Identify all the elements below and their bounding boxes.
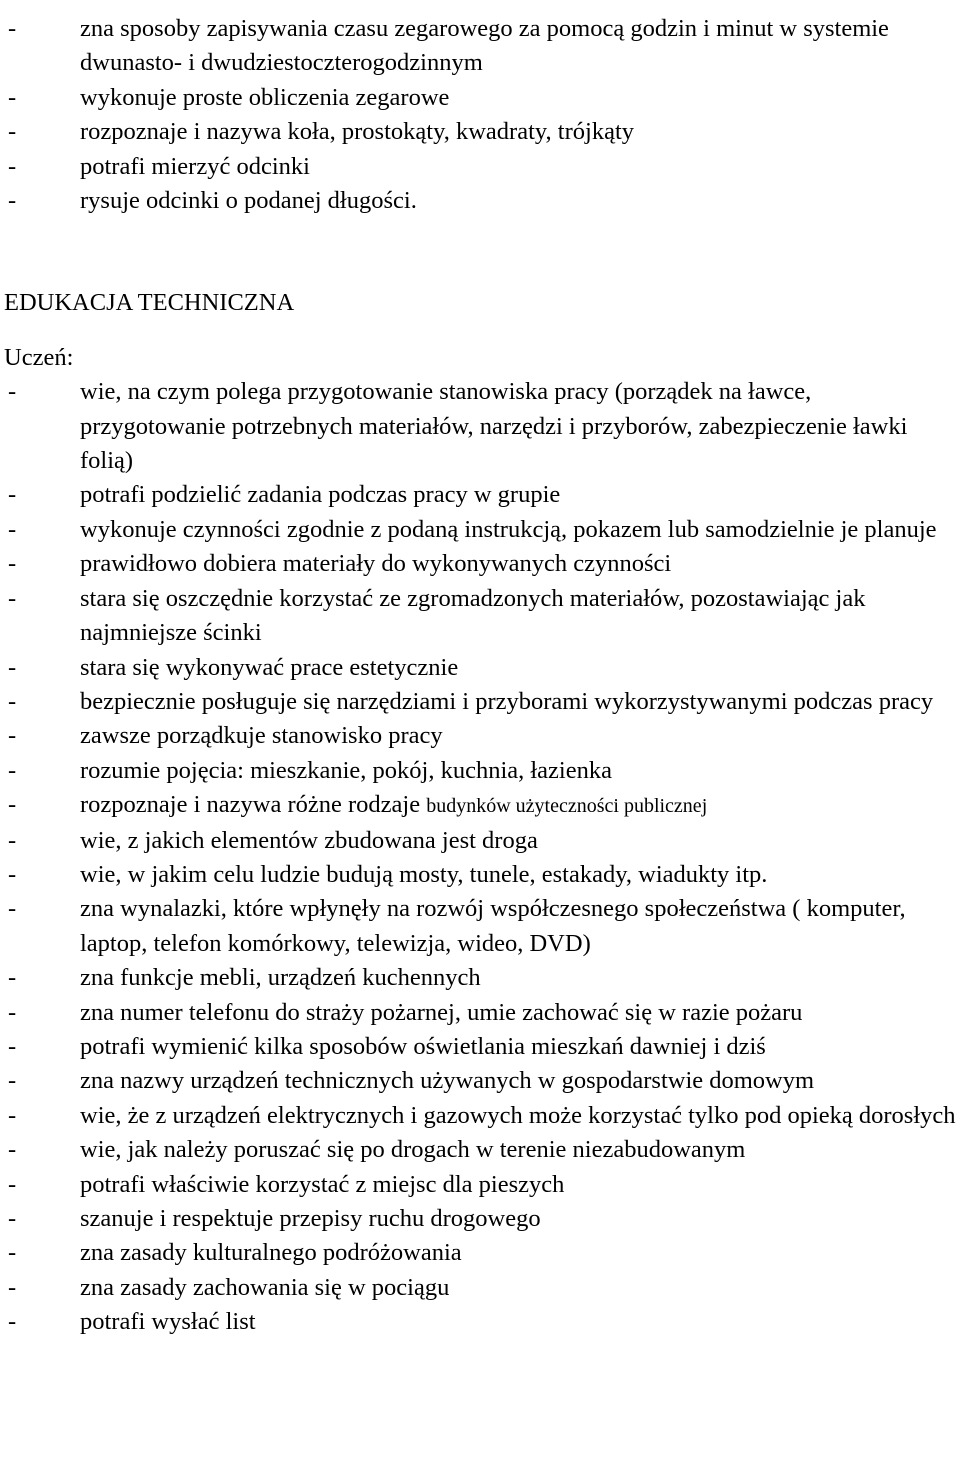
list-item: [0, 685, 960, 719]
list-item-text: zna wynalazki, które wpłynęły na rozwój współczesnego społeczeństwa ( komputer, laptop, telefon komórkowy, telewizja, wideo, DVD): [80, 895, 906, 957]
list-item: [0, 1305, 960, 1339]
list-item-text: stara się oszczędnie korzystać ze zgromadzonych materiałów, pozostawiając jak najmniejsze ścinki: [80, 584, 866, 647]
list-item-text: potrafi podzielić zadania podczas pracy w grupie: [80, 481, 561, 509]
list-dash: -: [8, 687, 17, 715]
list-item-text: wie, jak należy poruszać się po drogach w terenie niezabudowanym: [80, 1136, 746, 1164]
list-dash: -: [8, 1101, 17, 1129]
list-dash: -: [8, 756, 17, 784]
list-item-text: prawidłowo dobiera materiały do wykonywanych czynności: [80, 550, 672, 578]
list-dash: -: [8, 584, 17, 612]
list-item: [0, 547, 960, 581]
list-dash: -: [8, 481, 17, 509]
skills-list: [0, 375, 960, 1339]
list-item-text: wie, że z urządzeń elektrycznych i gazowych może korzystać tylko pod opieką dorosłych: [80, 1101, 956, 1129]
list-item-text: rozpoznaje i nazywa koła, prostokąty, kwadraty, trójkąty: [80, 118, 635, 146]
list-item-text: zna funkcje mebli, urządzeń kuchennych: [80, 964, 481, 992]
list-item: [0, 1099, 960, 1133]
list-dash: -: [8, 1205, 17, 1232]
list-item-text: rysuje odcinki o podanej długości.: [80, 187, 417, 215]
list-item: [0, 1202, 960, 1236]
list-item-text: zawsze porządkuje stanowisko pracy: [80, 722, 443, 750]
section-title: EDUKACJA TECHNICZNA: [4, 289, 295, 317]
list-item-text: wie, w jakim celu ludzie budują mosty, tunele, estakady, wiadukty itp.: [80, 860, 768, 888]
list-dash: -: [8, 1239, 17, 1267]
list-item-text: potrafi wysłać list: [80, 1308, 256, 1336]
list-item-text: zna nazwy urządzeń technicznych używanych w gospodarstwie domowym: [80, 1067, 815, 1095]
list-dash: -: [8, 1273, 17, 1301]
list-item: [0, 375, 960, 478]
list-dash: -: [8, 83, 17, 111]
list-item-text: rozpoznaje i nazywa różne rodzaje: [80, 791, 421, 819]
list-dash: -: [8, 118, 17, 146]
section-intro: Uczeń:: [4, 343, 74, 371]
list-item: [0, 1064, 960, 1098]
list-item: [0, 824, 960, 858]
list-item: [0, 754, 960, 788]
list-item: [0, 788, 960, 823]
top-list: [0, 12, 960, 218]
list-dash: -: [8, 152, 17, 180]
list-item: [0, 150, 960, 184]
list-item-text: stara się wykonywać prace estetycznie: [80, 653, 459, 681]
list-item-text: potrafi właściwie korzystać z miejsc dla pieszych: [80, 1170, 565, 1198]
list-item-text: wie, z jakich elementów zbudowana jest droga: [80, 826, 538, 854]
list-item-text: wykonuje proste obliczenia zegarowe: [80, 83, 450, 111]
list-item-text: szanuje i respektuje przepisy ruchu drogowego: [80, 1205, 541, 1232]
list-item: [0, 719, 960, 753]
list-dash: -: [8, 378, 17, 406]
list-item-text: rozumie pojęcia: mieszkanie, pokój, kuchnia, łazienka: [80, 756, 612, 784]
list-item: [0, 892, 960, 961]
list-item: [0, 184, 960, 218]
list-dash: -: [8, 1308, 17, 1336]
list-item: [0, 651, 960, 685]
list-item-text: potrafi mierzyć odcinki: [80, 152, 310, 180]
list-dash: -: [8, 1032, 17, 1060]
list-item: [0, 478, 960, 512]
list-item-text: wie, na czym polega przygotowanie stanowiska pracy (porządek na ławce, przygotowanie potrzebnych materiałów, narzędzi i przyborów, zabezpieczenie ławki folią): [80, 378, 908, 475]
list-dash: -: [8, 550, 17, 578]
list-item: [0, 513, 960, 547]
list-item: [0, 1133, 960, 1167]
list-dash: -: [8, 653, 17, 681]
list-dash: -: [8, 722, 17, 750]
list-dash: -: [8, 1170, 17, 1198]
list-dash: -: [8, 895, 17, 923]
list-dash: -: [8, 187, 17, 215]
list-dash: -: [8, 998, 17, 1026]
list-item: [0, 582, 960, 651]
list-dash: -: [8, 964, 17, 992]
list-dash: -: [8, 15, 17, 42]
list-item-text: wykonuje czynności zgodnie z podaną instrukcją, pokazem lub samodzielnie je planuje: [80, 515, 937, 543]
list-item-text: zna zasady zachowania się w pociągu: [80, 1273, 450, 1301]
list-dash: -: [8, 1067, 17, 1095]
list-item-text: zna numer telefonu do straży pożarnej, umie zachować się w razie pożaru: [80, 998, 803, 1026]
list-item: [0, 81, 960, 115]
list-item: [0, 858, 960, 892]
list-item: [0, 1030, 960, 1064]
list-item: [0, 12, 960, 81]
list-item: [0, 1168, 960, 1202]
list-item-text: zna zasady kulturalnego podróżowania: [80, 1239, 462, 1267]
list-item: [0, 996, 960, 1030]
list-item: [0, 961, 960, 995]
list-dash: -: [8, 1136, 17, 1164]
list-dash: -: [8, 860, 17, 888]
list-dash: -: [8, 791, 17, 819]
list-dash: -: [8, 826, 17, 854]
list-dash: -: [8, 515, 17, 543]
list-item: [0, 1271, 960, 1305]
list-item-text: potrafi wymienić kilka sposobów oświetlania mieszkań dawniej i dziś: [80, 1032, 766, 1060]
list-item: [0, 1236, 960, 1270]
list-item-text: zna sposoby zapisywania czasu zegarowego za pomocą godzin i minut w systemie dwunasto- i dwudziestoczterogodzinnym: [80, 15, 889, 77]
list-item-text: bezpiecznie posługuje się narzędziami i przyborami wykorzystywanymi podczas pracy: [80, 687, 934, 715]
list-item-text-small: budynków użyteczności publicznej: [426, 795, 708, 818]
list-item: [0, 115, 960, 149]
